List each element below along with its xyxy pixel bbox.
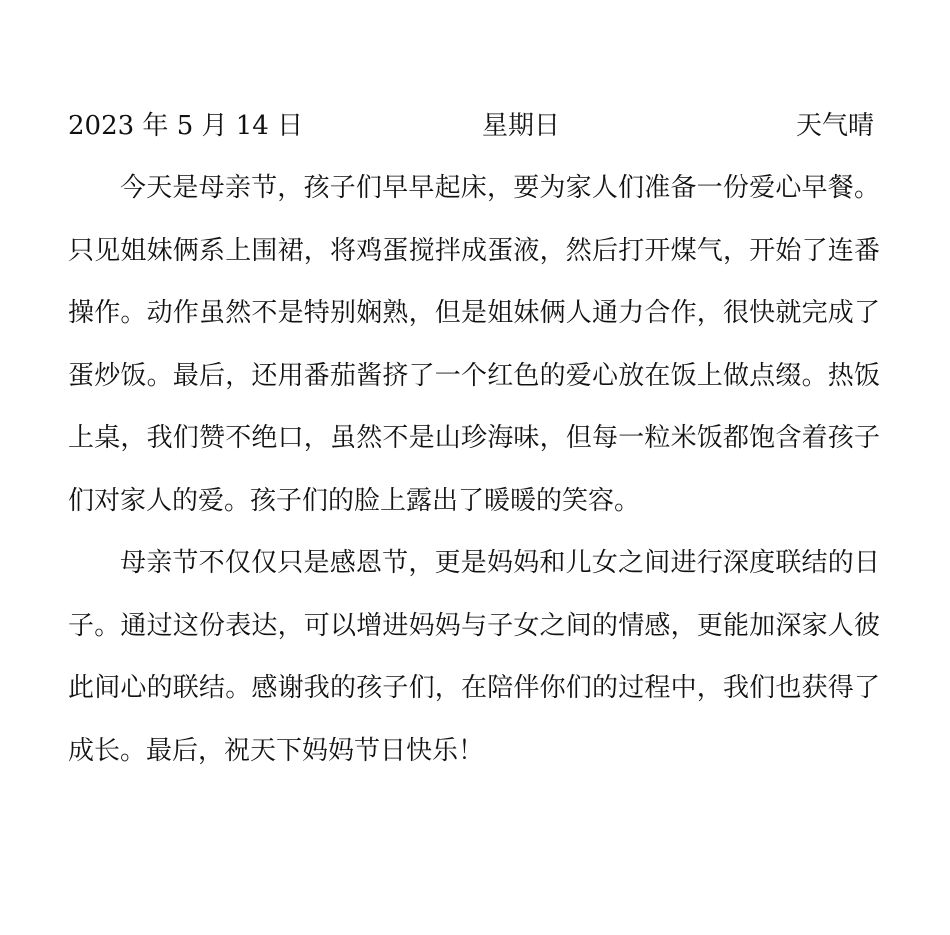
diary-weather: 天气晴 xyxy=(795,111,874,141)
diary-body xyxy=(68,157,880,782)
diary-date: 2023 年 5 月 14 日 xyxy=(68,111,304,141)
diary-weekday: 星期日 xyxy=(482,111,561,141)
diary-paragraph-1: 今天是母亲节，孩子们早早起床，要为家人们准备一份爱心早餐。只见姐妹俩系上围裙，将鸡蛋搅拌成蛋液，然后打开煤气，开始了连番操作。动作虽然不是特别娴熟，但是姐妹俩人通力合作，很快就完成了蛋炒饭。最后，还用番茄酱挤了一个红色的爱心放在饭上做点缀。热饭上桌，我们赞不绝口，虽然不是山珍海味，但每一粒米饭都饱含着孩子们对家人的爱。孩子们的脸上露出了暖暖的笑容。 xyxy=(68,173,880,516)
diary-header xyxy=(68,104,880,148)
diary-paragraph-2: 母亲节不仅仅只是感恩节，更是妈妈和儿女之间进行深度联结的日子。通过这份表达，可以增进妈妈与子女之间的情感，更能加深家人彼此间心的联结。感谢我的孩子们，在陪伴你们的过程中，我们也获得了成长。最后，祝天下妈妈节日快乐！ xyxy=(68,548,880,766)
diary-page xyxy=(68,104,880,782)
